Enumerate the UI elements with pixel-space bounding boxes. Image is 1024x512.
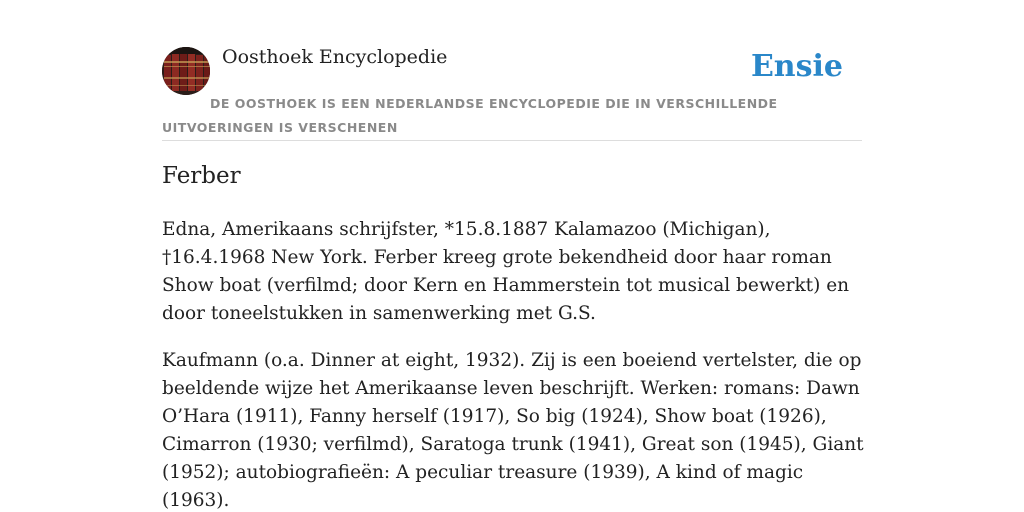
article-paragraph: Edna, Amerikaans schrijfster, *15.8.1887 Kalamazoo (Michigan), †16.4.1968 New York. Ferber kreeg grote bekendheid door haar roman Show boat (verfilmd; door Kern en Hammerstein tot musical bewerkt) en door toneelstukken in samenwerking met G.S. [162,219,850,324]
brand-logo[interactable]: Ensie [750,49,843,84]
source-header [162,44,862,141]
article-paragraph: Kaufmann (o.a. Dinner at eight, 1932). Zij is een boeiend vertelster, die op beeldende wijze het Amerikaanse leven beschrijft. Werken: romans: Dawn O’Hara (1911), Fanny herself (1917), So big (1924), Show boat (1926), Cimarron (1930; verfilmd), Saratoga trunk (1941), Great son (1945), Giant (1952); autobiografieën: A peculiar treasure (1939), A kind of magic (1963). [162,350,864,511]
source-name[interactable]: Oosthoek Encyclopedie [222,46,448,68]
source-tagline: DE OOSTHOEK IS EEN NEDERLANDSE ENCYCLOPEDIE DIE IN VERSCHILLENDE UITVOERINGEN IS VERSCHENEN [162,96,778,135]
article-title: Ferber [162,163,241,189]
encyclopedia-books-icon[interactable] [162,47,210,95]
